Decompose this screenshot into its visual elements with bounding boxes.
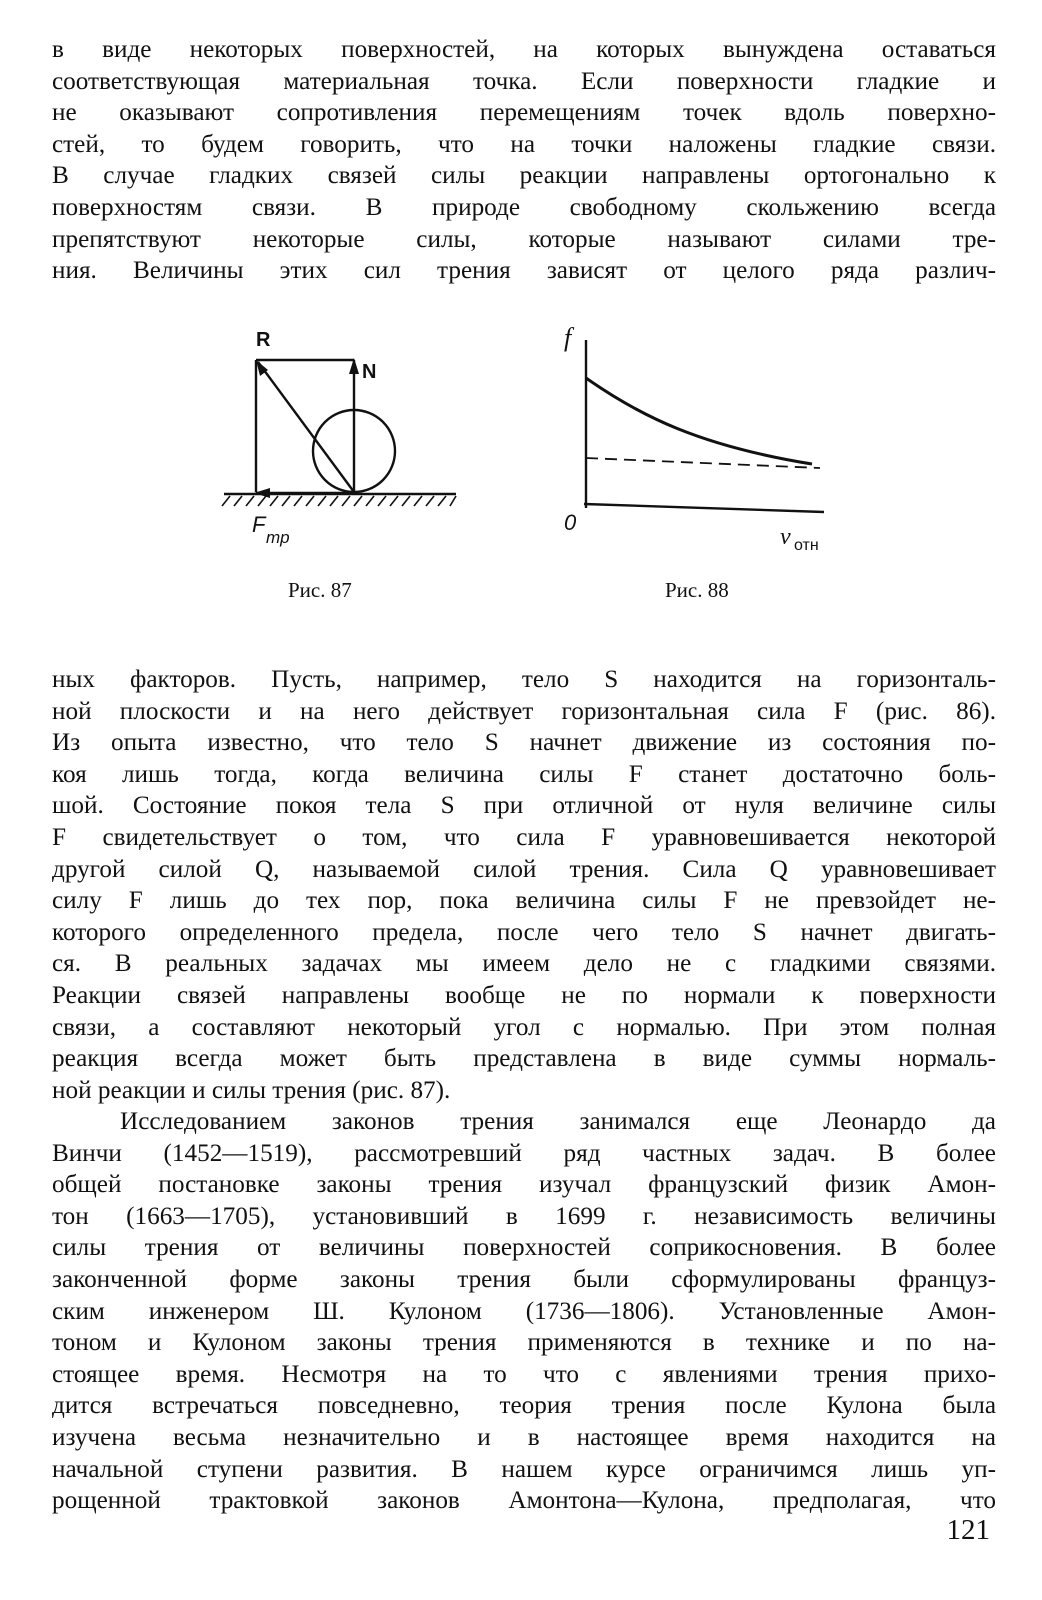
- text-line: F свидетельствует о том, что сила F уравновешивается некоторой: [52, 823, 996, 851]
- label-F: F: [252, 512, 266, 537]
- text-line: поверхностям связи. В природе свободному скольжению всегда: [52, 193, 996, 221]
- text-line: Винчи (1452—1519), рассмотревший ряд частных задач. В более: [52, 1139, 996, 1167]
- text-line: реакция всегда может быть представлена в виде суммы нормаль-: [52, 1045, 996, 1073]
- text-line: препятствуют некоторые силы, которые называют силами тре-: [52, 225, 996, 253]
- text-line: ся. В реальных задачах мы имеем дело не с гладкими связями.: [52, 950, 996, 978]
- text-line: рощенной трактовкой законов Амонтона—Кулона, предполагая, что: [52, 1487, 996, 1515]
- text-line: Из опыта известно, что тело S начнет движение из состояния по-: [52, 729, 996, 757]
- figure-88: [550, 318, 860, 558]
- label-N: N: [362, 361, 377, 383]
- text-line: ных факторов. Пусть, например, тело S находится на горизонталь-: [52, 666, 996, 693]
- text-line: не оказывают сопротивления перемещениям точек вдоль поверхно-: [52, 99, 996, 127]
- figure-87: [210, 320, 480, 560]
- text-line: дится встречаться повседневно, теория трения после Кулона была: [52, 1392, 996, 1420]
- text-line: Исследованием законов трения занимался еще Леонардо да: [120, 1108, 996, 1135]
- text-line: шой. Состояние покоя тела S при отличной от нуля величине силы: [52, 792, 996, 820]
- figure-87-caption: Рис. 87: [288, 578, 352, 602]
- text-line: ной реакции и силы трения (рис. 87).: [52, 1076, 451, 1104]
- text-line: другой силой Q, называемой силой трения. Сила Q уравновешивает: [52, 855, 996, 883]
- text-line: силы трения от величины поверхностей соприкосновения. В более: [52, 1234, 996, 1262]
- text-line: ной плоскости и на него действует горизонтальная сила F (рис. 86).: [52, 697, 996, 725]
- text-line: Реакции связей направлены вообще не по нормали к поверхности: [52, 981, 996, 1009]
- text-line: законченной форме законы трения были сформулированы француз-: [52, 1265, 996, 1293]
- label-f: f: [564, 323, 572, 352]
- text-line: в виде некоторых поверхностей, на которых вынуждена оставаться: [52, 36, 996, 63]
- text-line: стей, то будем говорить, что на точки наложены гладкие связи.: [52, 130, 996, 158]
- paragraph-1: [52, 34, 996, 287]
- text-line: изучена весьма незначительно и в настоящее время находится на: [52, 1423, 996, 1451]
- label-R: R: [256, 329, 271, 351]
- text-line: общей постановке законы трения изучал французский физик Амон-: [52, 1171, 996, 1199]
- label-v-subscript: отн: [794, 537, 819, 554]
- text-line: начальной ступени развития. В нашем курсе ограничимся лишь уп-: [52, 1455, 996, 1483]
- text-line: тон (1663—1705), установивший в 1699 г. независимость величины: [52, 1202, 996, 1230]
- text-line: ским инженером Ш. Кулоном (1736—1806). Установленные Амон-: [52, 1297, 996, 1325]
- page-number: 121: [946, 1514, 990, 1546]
- text-line: тоном и Кулоном законы трения применяются в технике и по на-: [52, 1329, 996, 1357]
- paragraph-2: [52, 664, 996, 1106]
- paragraph-3: [52, 1106, 996, 1517]
- text-line: ния. Величины этих сил трения зависят от целого ряда различ-: [52, 257, 996, 285]
- text-line: связи, а составляют некоторый угол с нормалью. При этом полная: [52, 1013, 996, 1041]
- text-line: силу F лишь до тех пор, пока величина силы F не превзойдет не-: [52, 887, 996, 915]
- text-line: которого определенного предела, после чего тело S начнет двигать-: [52, 918, 996, 946]
- text-line: стоящее время. Несмотря на то что с явлениями трения прихо-: [52, 1360, 996, 1388]
- label-origin: 0: [564, 510, 577, 535]
- label-F-subscript: mp: [266, 528, 290, 547]
- text-line: В случае гладких связей силы реакции направлены ортогонально к: [52, 162, 996, 190]
- figure-88-caption: Рис. 88: [665, 578, 729, 602]
- label-v: v: [780, 524, 791, 550]
- text-line: соответствующая материальная точка. Если поверхности гладкие и: [52, 67, 996, 95]
- text-line: коя лишь тогда, когда величина силы F станет достаточно боль-: [52, 760, 996, 788]
